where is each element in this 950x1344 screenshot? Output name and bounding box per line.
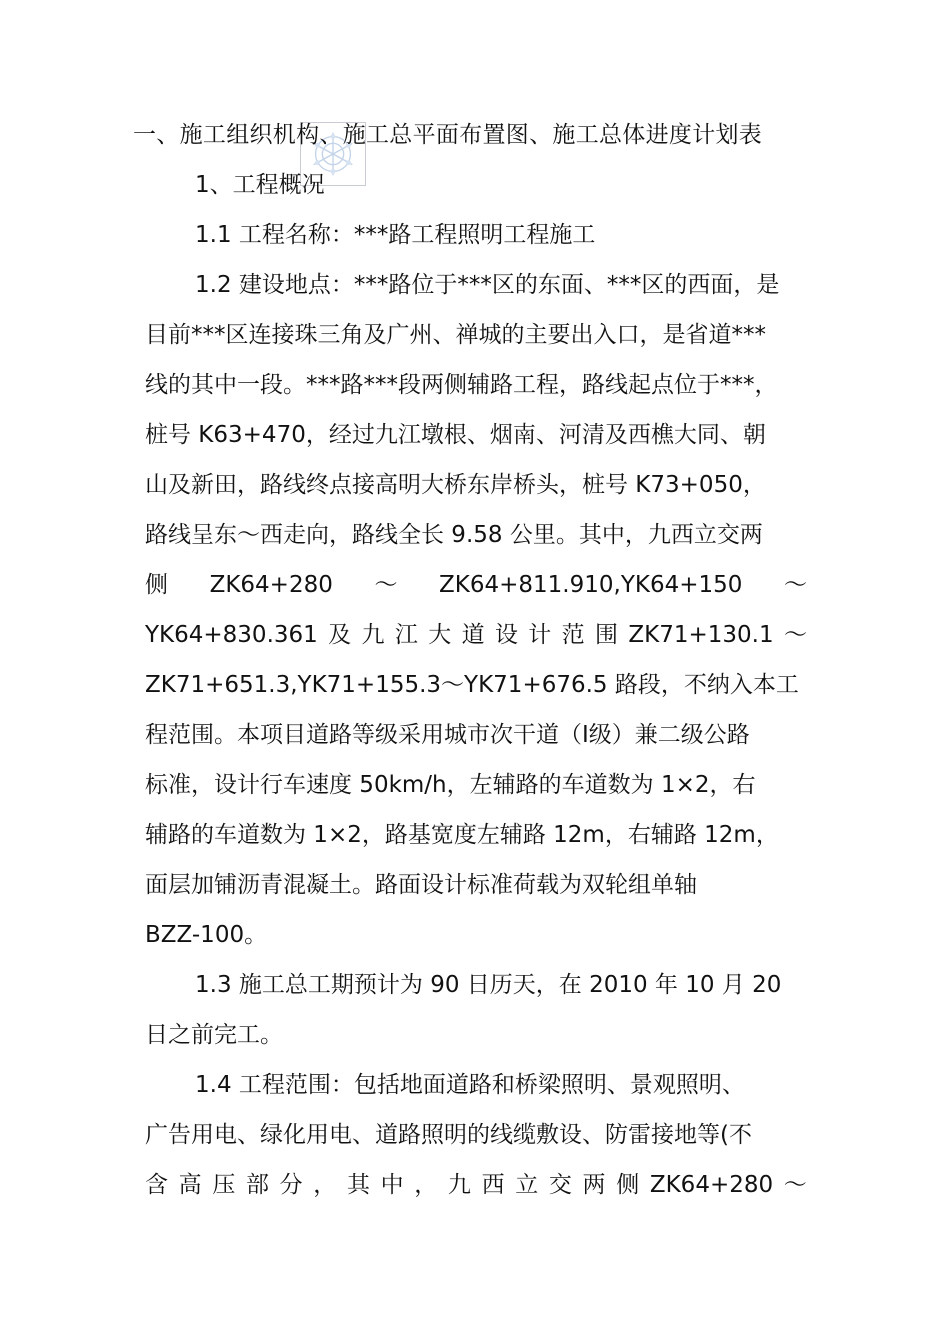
paragraph-1-4-justified-line <box>145 1170 807 1200</box>
text-token: 侧 <box>145 572 168 598</box>
paragraph-1-2-line: 程范围。本项目道路等级采用城市次干道（I级）兼二级公路 <box>145 722 750 748</box>
paragraph-1-2-line: ZK71+651.3,YK71+155.3～YK71+676.5 路段，不纳入本工 <box>145 672 799 698</box>
text-token: 江 <box>394 622 418 648</box>
paragraph-1-2-line: 标准，设计行车速度 50km/h，左辅路的车道数为 1×2，右 <box>145 772 756 798</box>
text-token: 含 <box>145 1172 168 1198</box>
text-token: 侧 <box>616 1172 640 1198</box>
paragraph-1-4-line: 1.4 工程范围：包括地面道路和桥梁照明、景观照明、 <box>195 1072 745 1098</box>
text-token: 计 <box>528 622 552 648</box>
paragraph-1-2-line: 辅路的车道数为 1×2，路基宽度左辅路 12m，右辅路 12m， <box>145 822 779 848</box>
paragraph-1-2-justified-line <box>145 570 807 600</box>
text-token: ZK64+811.910,YK64+150 <box>439 572 743 598</box>
paragraph-1-1: 1.1 工程名称：***路工程照明工程施工 <box>195 222 596 248</box>
text-token: 九 <box>447 1172 471 1198</box>
text-token: 中 <box>380 1172 404 1198</box>
text-token: ZK64+280 <box>649 1172 774 1198</box>
text-token: ～ <box>783 622 807 648</box>
text-token: ～ <box>783 572 807 598</box>
text-token: 交 <box>548 1172 572 1198</box>
section-title-overview: 1、工程概况 <box>195 172 325 198</box>
text-token: 围 <box>595 622 619 648</box>
text-token: YK64+830.361 <box>145 622 318 648</box>
text-token: ZK71+130.1 <box>628 622 774 648</box>
text-token: 其 <box>346 1172 370 1198</box>
paragraph-1-2-line: 面层加铺沥青混凝土。路面设计标准荷载为双轮组单轴 <box>145 872 697 898</box>
paragraph-1-2-line: 桩号 K63+470，经过九江墩根、烟南、河清及西樵大同、朝 <box>145 422 766 448</box>
text-token: 西 <box>481 1172 505 1198</box>
text-token: ～ <box>783 1172 807 1198</box>
text-token: 立 <box>515 1172 539 1198</box>
text-token: 及 <box>328 622 352 648</box>
text-token: 部 <box>245 1172 269 1198</box>
text-token: ， <box>414 1172 438 1198</box>
text-token: 大 <box>428 622 452 648</box>
paragraph-1-4-line: 广告用电、绿化用电、道路照明的线缆敷设、防雷接地等(不 <box>145 1122 752 1148</box>
paragraph-1-2-line: 目前***区连接珠三角及广州、禅城的主要出入口，是省道*** <box>145 322 766 348</box>
paragraph-1-3-line: 1.3 施工总工期预计为 90 日历天，在 2010 年 10 月 20 <box>195 972 782 998</box>
text-token: 分 <box>279 1172 303 1198</box>
text-token: 压 <box>212 1172 236 1198</box>
paragraph-1-2-line: 山及新田，路线终点接高明大桥东岸桥头，桩号 K73+050， <box>145 472 766 498</box>
paragraph-1-2-line: 路线呈东～西走向，路线全长 9.58 公里。其中，九西立交两 <box>145 522 763 548</box>
text-token: ～ <box>374 572 398 598</box>
text-token: ， <box>313 1172 337 1198</box>
paragraph-1-3-line: 日之前完工。 <box>145 1022 283 1048</box>
text-token: 九 <box>361 622 385 648</box>
text-token: 范 <box>561 622 585 648</box>
text-token: ZK64+280 <box>209 572 333 598</box>
paragraph-1-2-line: BZZ-100。 <box>145 922 268 948</box>
heading: 一、施工组织机构、施工总平面布置图、施工总体进度计划表 <box>133 122 763 148</box>
text-token: 高 <box>178 1172 202 1198</box>
text-token: 两 <box>582 1172 606 1198</box>
text-token: 设 <box>494 622 518 648</box>
paragraph-1-2-line: 线的其中一段。***路***段两侧辅路工程，路线起点位于***， <box>145 372 778 398</box>
paragraph-1-2-line: 1.2 建设地点：***路位于***区的东面、***区的西面，是 <box>195 272 780 298</box>
text-token: 道 <box>461 622 485 648</box>
paragraph-1-2-justified-line <box>145 620 807 650</box>
